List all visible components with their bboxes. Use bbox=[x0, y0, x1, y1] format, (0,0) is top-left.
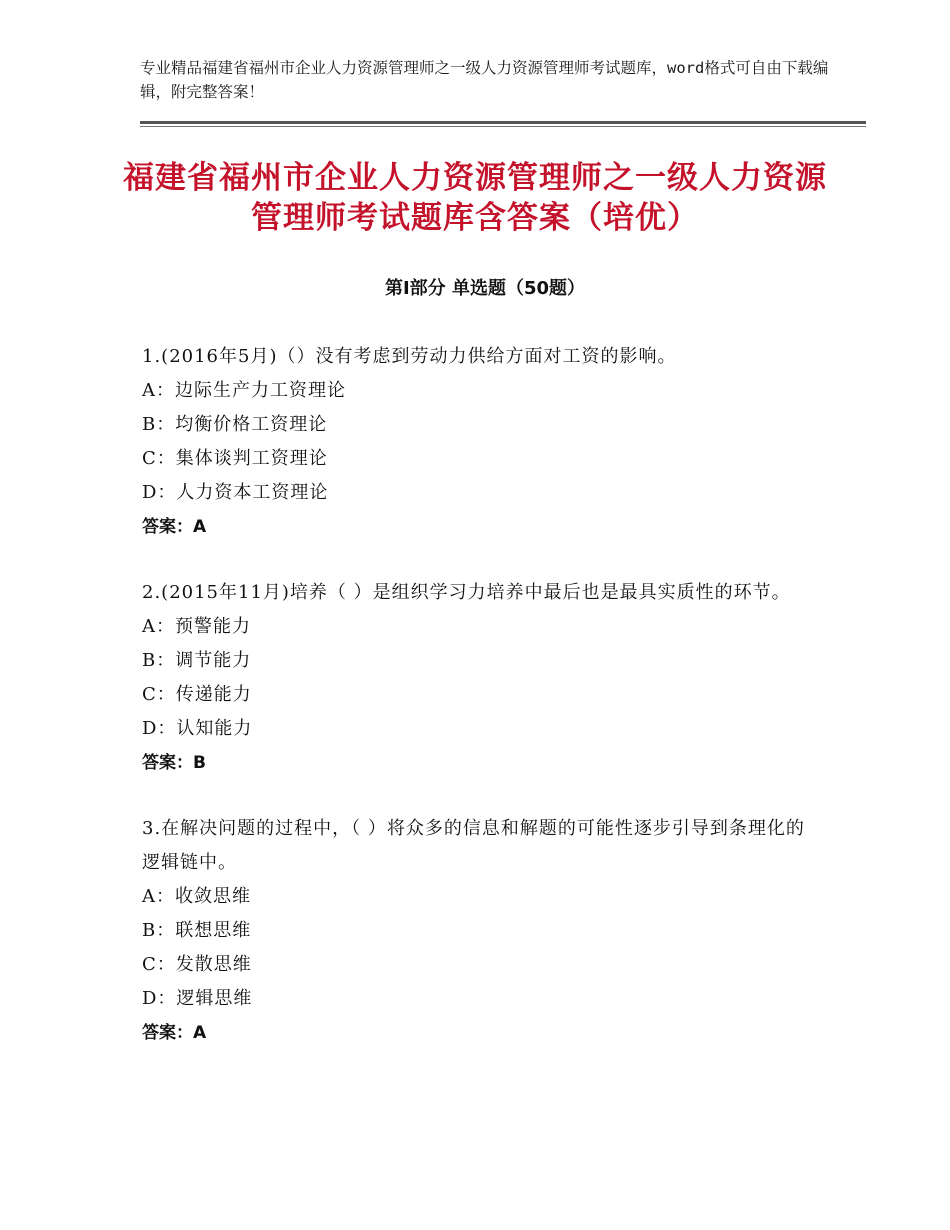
option-c: C：集体谈判工资理论 bbox=[142, 448, 328, 469]
question-3 bbox=[142, 812, 822, 1050]
option-d: D：逻辑思维 bbox=[142, 988, 253, 1009]
option-a: A：边际生产力工资理论 bbox=[142, 380, 346, 401]
question-2 bbox=[142, 576, 822, 780]
answer: 答案：B bbox=[142, 753, 206, 773]
header-note: 专业精品福建省福州市企业人力资源管理师之一级人力资源管理师考试题库，word格式可自由下载编辑，附完整答案！ bbox=[140, 59, 829, 101]
option-b: B：调节能力 bbox=[142, 650, 252, 671]
option-d: D：认知能力 bbox=[142, 718, 253, 739]
question-1 bbox=[142, 340, 822, 544]
header-rule-thin bbox=[140, 126, 866, 127]
question-stem: 2.(2015年11月)培养（ ）是组织学习力培养中最后也是最具实质性的环节。 bbox=[142, 582, 791, 603]
option-b: B：均衡价格工资理论 bbox=[142, 414, 328, 435]
option-c: C：发散思维 bbox=[142, 954, 252, 975]
answer: 答案：A bbox=[142, 517, 207, 537]
answer: 答案：A bbox=[142, 1023, 207, 1043]
question-stem: 3.在解决问题的过程中，（ ）将众多的信息和解题的可能性逐步引导到条理化的逻辑链中。 bbox=[142, 818, 805, 873]
question-stem: 1.(2016年5月)（）没有考虑到劳动力供给方面对工资的影响。 bbox=[142, 346, 677, 367]
header-rule-thick bbox=[140, 121, 866, 124]
option-a: A：预警能力 bbox=[142, 616, 251, 637]
question-list bbox=[142, 340, 822, 1082]
option-a: A：收敛思维 bbox=[142, 886, 251, 907]
option-d: D：人力资本工资理论 bbox=[142, 482, 329, 503]
document-title: 福建省福州市企业人力资源管理师之一级人力资源管理师考试题库含答案（培优） bbox=[123, 160, 827, 236]
option-c: C：传递能力 bbox=[142, 684, 252, 705]
option-b: B：联想思维 bbox=[142, 920, 252, 941]
section-title: 第Ⅰ部分 单选题（50题） bbox=[384, 278, 585, 299]
